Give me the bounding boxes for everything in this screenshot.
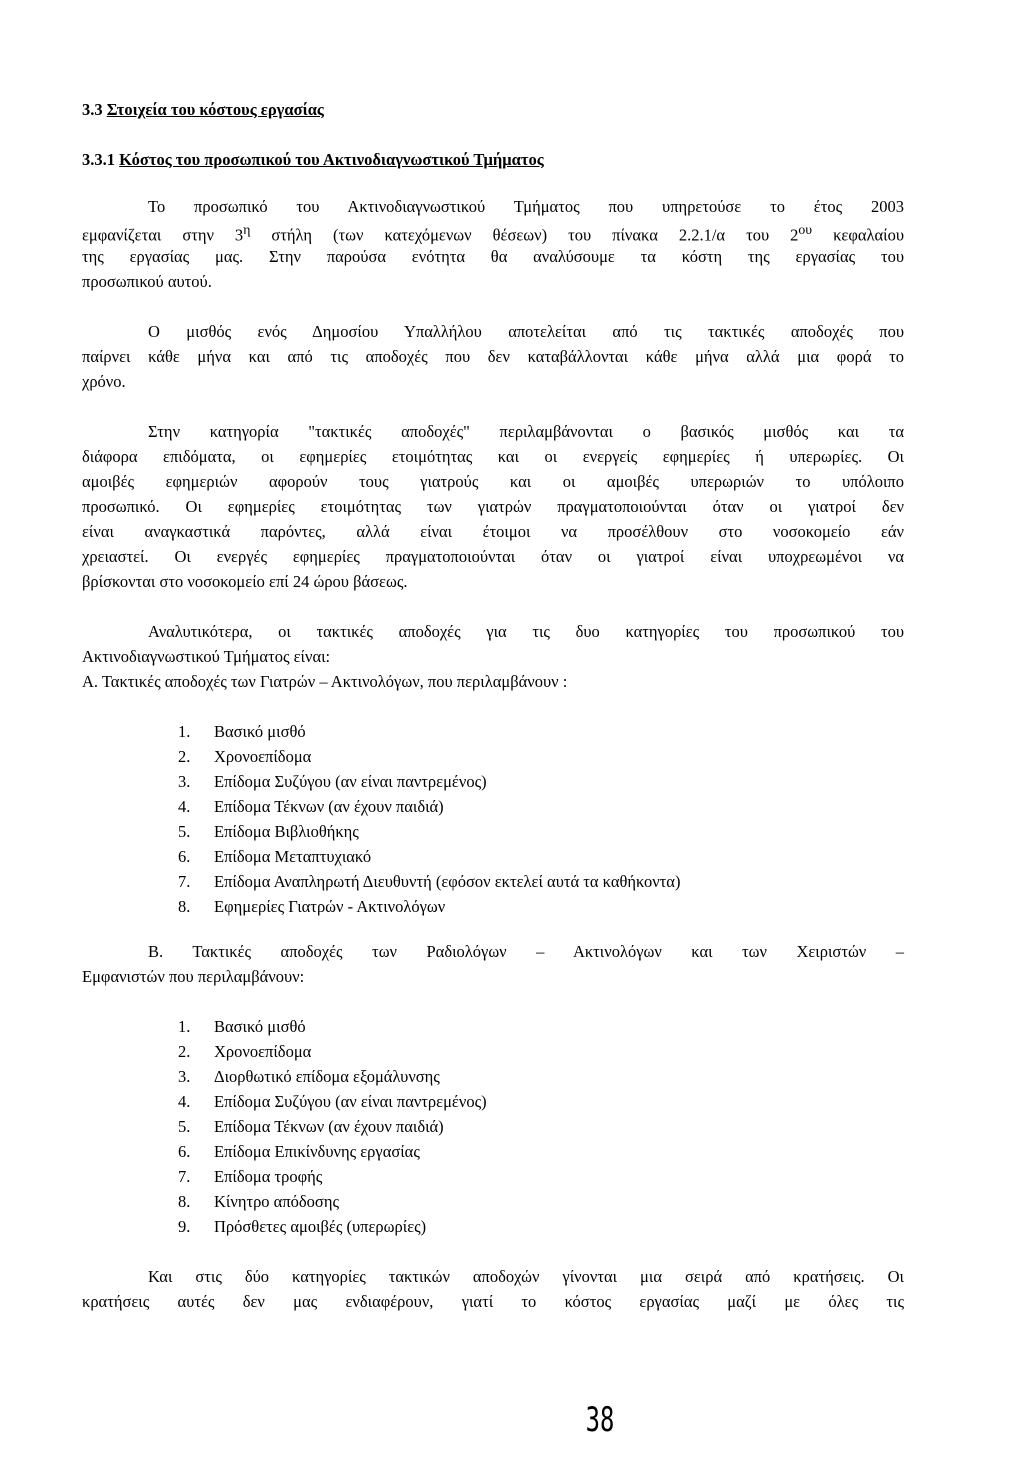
- paragraph-1-line-2: [82, 222, 904, 246]
- list-item-text: Επίδομα Τέκνων (αν έχουν παιδιά): [214, 797, 444, 816]
- list-item: [178, 1117, 444, 1137]
- subsection-title: Κόστος του προσωπικού του Ακτινοδιαγνωστικού Τμήματος: [119, 150, 544, 169]
- paragraph-3-line-3: αμοιβές εφημεριών αφορούν τους γιατρούς και οι αμοιβές υπερωριών το υπόλοιπο: [82, 472, 904, 491]
- list-item-number: 6.: [178, 1142, 191, 1161]
- paragraph-2-line-3: χρόνο.: [82, 372, 126, 391]
- list-item-text: Επίδομα τροφής: [214, 1167, 323, 1186]
- list-item: [178, 1017, 306, 1037]
- list-item-text: Πρόσθετες αμοιβές (υπερωρίες): [214, 1217, 427, 1236]
- list-item-text: Διορθωτικό επίδομα εξομάλυνσης: [214, 1067, 440, 1086]
- list-item-text: Επίδομα Επικίνδυνης εργασίας: [214, 1142, 420, 1161]
- paragraph-3-line-1: Στην κατηγορία "τακτικές αποδοχές" περιλαμβάνονται ο βασικός μισθός και τα: [148, 422, 904, 441]
- list-item: [178, 772, 487, 792]
- list-item: [178, 1067, 440, 1087]
- paragraph-2-line-2: παίρνει κάθε μήνα και από τις αποδοχές που δεν καταβάλλονται κάθε μήνα αλλά μια φορά το: [82, 347, 904, 366]
- list-item-number: 9.: [178, 1217, 191, 1236]
- list-b-heading-line-1: Β. Τακτικές αποδοχές των Ραδιολόγων – Ακτινολόγων και των Χειριστών –: [148, 942, 904, 961]
- list-item-number: 5.: [178, 1117, 191, 1136]
- text-run: εμφανίζεται στην 3: [82, 225, 244, 245]
- list-item-text: Βασικό μισθό: [214, 722, 306, 741]
- paragraph-5-line-1: Και στις δύο κατηγορίες τακτικών αποδοχών γίνονται μια σειρά από κρατήσεις. Οι: [148, 1267, 904, 1286]
- list-item-text: Επίδομα Τέκνων (αν έχουν παιδιά): [214, 1117, 444, 1136]
- list-a-heading: Α. Τακτικές αποδοχές των Γιατρών – Ακτινολόγων, που περιλαμβάνουν :: [82, 672, 568, 691]
- list-item-number: 7.: [178, 872, 191, 891]
- list-item: [178, 722, 306, 742]
- list-item-number: 5.: [178, 822, 191, 841]
- text-run: κεφαλαίου: [812, 225, 904, 245]
- list-item-number: 4.: [178, 1092, 191, 1111]
- list-item: [178, 797, 444, 817]
- paragraph-1-line-3: της εργασίας μας. Στην παρούσα ενότητα θα αναλύσουμε τα κόστη της εργασίας του: [82, 247, 904, 266]
- list-item: [178, 872, 680, 892]
- list-item-text: Επίδομα Βιβλιοθήκης: [214, 822, 359, 841]
- paragraph-2-line-1: Ο μισθός ενός Δημοσίου Υπαλλήλου αποτελείται από τις τακτικές αποδοχές που: [148, 322, 904, 341]
- paragraph-5-line-2: κρατήσεις αυτές δεν μας ενδιαφέρουν, γιατί το κόστος εργασίας μαζί με όλες τις: [82, 1292, 904, 1311]
- list-item-number: 2.: [178, 747, 191, 766]
- subsection-heading: [82, 150, 544, 170]
- list-item-number: 2.: [178, 1042, 191, 1061]
- section-title: Στοιχεία του κόστους εργασίας: [106, 100, 324, 119]
- paragraph-3-line-2: διάφορα επιδόματα, οι εφημερίες ετοιμότητας και οι ενεργείς εφημερίες ή υπερωρίες. Οι: [82, 447, 904, 466]
- list-item-number: 3.: [178, 772, 191, 791]
- section-number: 3.3: [82, 100, 103, 119]
- list-item: [178, 897, 445, 917]
- list-item-text: Βασικό μισθό: [214, 1017, 306, 1036]
- list-item-number: 6.: [178, 847, 191, 866]
- list-b-heading-line-2: Εμφανιστών που περιλαμβάνουν:: [82, 967, 305, 986]
- paragraph-4-line-2: Ακτινοδιαγνωστικού Τμήματος είναι:: [82, 647, 331, 666]
- paragraph-3-line-6: χρειαστεί. Οι ενεργές εφημερίες πραγματοποιούνται όταν οι γιατροί είναι υποχρεωμένοι να: [82, 547, 904, 566]
- list-item-number: 3.: [178, 1067, 191, 1086]
- list-item-number: 7.: [178, 1167, 191, 1186]
- paragraph-3-line-5: είναι αναγκαστικά παρόντες, αλλά είναι έτοιμοι να προσέλθουν στο νοσοκομείο εάν: [82, 522, 904, 541]
- superscript: ου: [798, 222, 813, 237]
- list-item: [178, 822, 359, 842]
- list-item: [178, 1192, 339, 1212]
- list-item-text: Επίδομα Συζύγου (αν είναι παντρεμένος): [214, 772, 487, 791]
- list-item-text: Επίδομα Μεταπτυχιακό: [214, 847, 372, 866]
- list-item-text: Εφημερίες Γιατρών - Ακτινολόγων: [214, 897, 446, 916]
- list-item-number: 1.: [178, 722, 191, 741]
- list-item: [178, 1217, 426, 1237]
- list-item: [178, 1092, 487, 1112]
- list-item-text: Χρονοεπίδομα: [214, 1042, 312, 1061]
- text-run: στήλη (των κατεχόμενων θέσεων) του πίνακα 2.2.1/α του 2: [250, 225, 799, 245]
- list-item-text: Χρονοεπίδομα: [214, 747, 312, 766]
- paragraph-4-line-1: Αναλυτικότερα, οι τακτικές αποδοχές για τις δυο κατηγορίες του προσωπικού του: [148, 622, 904, 641]
- subsection-number: 3.3.1: [82, 150, 115, 169]
- list-item: [178, 747, 311, 767]
- paragraph-3-line-4: προσωπικό. Οι εφημερίες ετοιμότητας των γιατρών πραγματοποιούνται όταν οι γιατροί δεν: [82, 497, 904, 516]
- list-item-number: 1.: [178, 1017, 191, 1036]
- list-item-number: 4.: [178, 797, 191, 816]
- list-item-number: 8.: [178, 897, 191, 916]
- list-item-text: Κίνητρο απόδοσης: [214, 1192, 339, 1211]
- superscript: η: [243, 222, 251, 237]
- page-number: 38: [585, 1400, 615, 1440]
- paragraph-3-line-7: βρίσκονται στο νοσοκομείο επί 24 ώρου βάσεως.: [82, 572, 408, 591]
- list-item: [178, 1042, 311, 1062]
- list-item-text: Επίδομα Συζύγου (αν είναι παντρεμένος): [214, 1092, 487, 1111]
- list-item-number: 8.: [178, 1192, 191, 1211]
- list-item: [178, 847, 371, 867]
- list-item-text: Επίδομα Αναπληρωτή Διευθυντή (εφόσον εκτελεί αυτά τα καθήκοντα): [214, 872, 681, 891]
- paragraph-1-line-1: Το προσωπικό του Ακτινοδιαγνωστικού Τμήματος που υπηρετούσε το έτος 2003: [148, 197, 904, 216]
- list-item: [178, 1142, 420, 1162]
- paragraph-1-line-4: προσωπικού αυτού.: [82, 272, 212, 291]
- section-heading: [82, 100, 324, 120]
- list-item: [178, 1167, 322, 1187]
